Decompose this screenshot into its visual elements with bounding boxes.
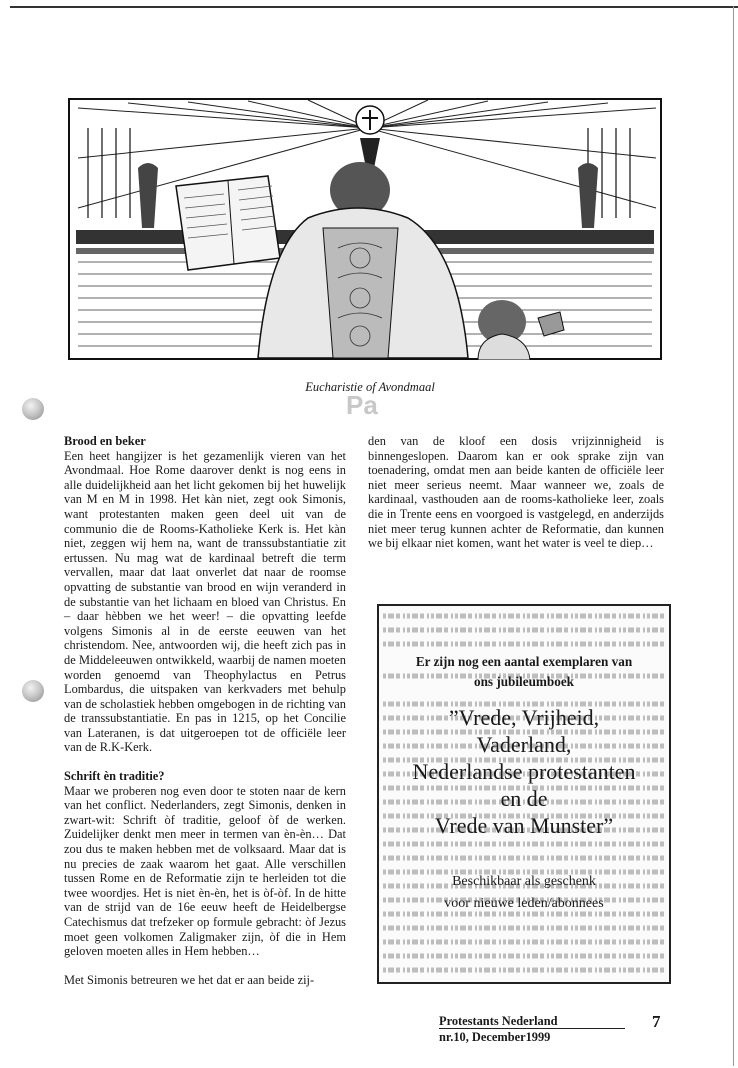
footer-publication-name: Protestants Nederland [439, 1014, 558, 1028]
section-closing-line: Met Simonis betreuren we het dat er aan beide zij- [64, 972, 315, 987]
book-title-line: Nederlandse protestanten [412, 759, 636, 784]
book-title-line: Vaderland, [476, 732, 572, 757]
offer-subtitle-line: voor nieuwe leden/abonnees [444, 896, 604, 911]
punch-hole [22, 398, 44, 420]
offer-intro-line: Er zijn nog een aantal exemplaren van [415, 654, 633, 669]
footer-issue: nr.10, December1999 [439, 1030, 551, 1044]
punch-hole [22, 680, 44, 702]
illustration-caption: Eucharistie of Avondmaal [305, 380, 435, 394]
eucharist-illustration-drawing [68, 98, 662, 360]
page-top-border [10, 6, 738, 8]
book-title-line: Vrede van Munster” [434, 813, 614, 838]
section-body-continued: den van de kloof een dosis vrijzinnigheid is binnengeslopen. Daarom kan er ook sprake zijn van toenadering, omdat men aan beide kanten de officiële leer niet meer serieus neemt. Maar wanneer we, zoals de kardinaal, vasthouden aan de rooms-katholieke leer, zoals die in Trente eens en voorgoed is vastgelegd, en anderzijds niet meer terug kunnen achter de Reformatie, dan kunnen we bij elkaar niet komen, want het water is veel te diep… [368, 434, 664, 551]
book-offer-box [377, 604, 671, 984]
section-heading: Brood en beker [64, 434, 146, 448]
offer-intro-line: ons jubileumboek [473, 674, 575, 689]
page-right-border [733, 6, 734, 1066]
page-number: 7 [652, 1012, 661, 1031]
section-heading: Schrift èn traditie? [64, 769, 165, 784]
bleed-through-mark: Pa [346, 390, 378, 420]
book-title-line: ”Vrede, Vrijheid, [448, 705, 600, 730]
section-body: Maar we proberen nog even door te stoten naar de kern van het conflict. Nederlanders, zegt Simonis, denken in zwart-wit: Schrift òf traditie, geloof òf de werken. Zuidelijker denkt men meer in termen van èn-èn… Dat zou dus te maken hebben met de volksaard. Maar dat is nu precies de zaak waarom het gaat. Alle verschillen tussen Rome en de Reformatie zijn te herleiden tot die twee woordjes. Het is niet èn-èn, het is òf-òf. In de hitte van de strijd van de 16e eeuw heeft de Heidelbergse Catechismus dat trefzeker op formule gebracht: òf Jezus moet geen volkomen Zaligmaker zijn, òf die in Hem geloven moeten alles in Hem hebben… [64, 783, 346, 959]
eucharist-illustration [68, 98, 662, 360]
book-title-line: en de [500, 786, 548, 811]
footer-rule [439, 1028, 625, 1029]
article-left-column [64, 434, 346, 987]
article-right-column [368, 434, 664, 551]
section-body: Een heet hangijzer is het gezamenlijk vieren van het Avondmaal. Hoe Rome daarover denkt is nog eens in alle duidelijkheid aan het licht gekomen bij het huwelijk van M en M in 1998. Het kàn niet, zegt ook Simonis, want protestanten maken geen deel uit van de communio die de Rooms-Katholieke Kerk is. Het kàn niet, zeggen wij hem na, want de transsubstantiatie zit ertussen. Nu mag wat de kardinaal betreft die term vervallen, maar dat laat onverlet dat naar de roomse opvatting de substantie van brood en wijn veranderd in de substantie van het lichaam en bloed van Christus. En – daar hèbben we het weer! – die opvatting leefde volgens Simonis al in de eerste eeuwen van het christendom. Nee, antwoorden wij, die heeft zich pas in de Middeleeuwen ontwikkeld, waarbij de namen moeten worden genoemd van Theophylactus en Petrus Lombardus, die uitspaken van kerkvaders met behulp van de scholastiek hebben omgebogen in de richting van de transsubstantiatie. En pas in 1215, op het Concilie van Lateranen, is dat uitgeroepen tot de officiële leer van de R.K-Kerk. [64, 448, 346, 755]
offer-subtitle-line: Beschikbaar als geschenk [452, 874, 596, 889]
